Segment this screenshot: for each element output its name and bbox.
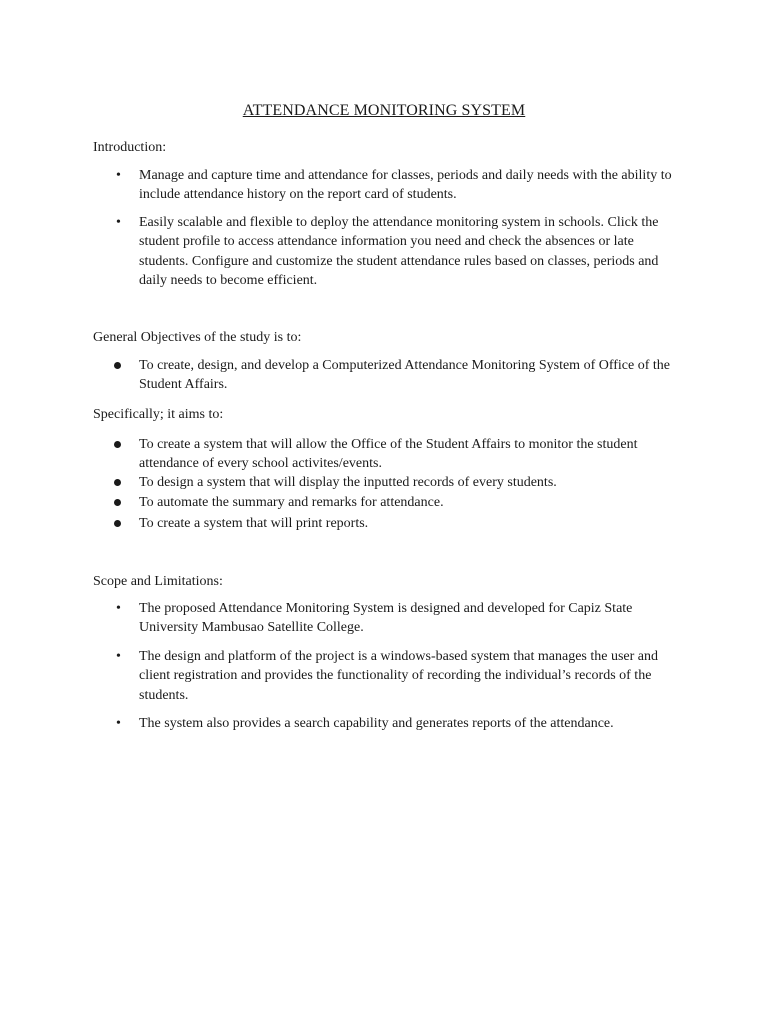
introduction-item-1: Manage and capture time and attendance for classes, periods and daily needs with the ability to include attendance history on the report card of students. — [139, 168, 672, 203]
scope-item-1: The proposed Attendance Monitoring System is designed and developed for Capiz State University Mambusao Satellite College. — [139, 601, 633, 636]
bullet-dot-icon — [114, 520, 121, 527]
bullet-dot-icon — [114, 499, 121, 506]
bullet-icon: • — [116, 601, 121, 616]
specific-objectives-heading: Specifically; it aims to: — [93, 407, 224, 422]
bullet-icon: • — [116, 215, 121, 230]
bullet-dot-icon — [114, 479, 121, 486]
bullet-dot-icon — [114, 441, 121, 448]
general-objective-item-1: To create, design, and develop a Computerized Attendance Monitoring System of Office of the Student Affairs. — [139, 358, 670, 393]
bullet-icon: • — [116, 649, 121, 664]
specific-objective-item-2: To design a system that will display the inputted records of every students. — [139, 475, 557, 490]
specific-objective-item-3: To automate the summary and remarks for attendance. — [139, 495, 444, 510]
bullet-icon: • — [116, 716, 121, 731]
introduction-heading: Introduction: — [93, 140, 167, 155]
scope-item-3: The system also provides a search capability and generates reports of the attendance. — [139, 716, 614, 731]
general-objectives-heading: General Objectives of the study is to: — [93, 330, 302, 345]
bullet-icon: • — [116, 168, 121, 183]
specific-objective-item-4: To create a system that will print reports. — [139, 516, 369, 531]
specific-objective-item-1: To create a system that will allow the Office of the Student Affairs to monitor the student attendance of every school activites/events. — [139, 437, 638, 472]
bullet-dot-icon — [114, 362, 121, 369]
scope-item-2: The design and platform of the project is a windows-based system that manages the user and client registration and provides the functionality of recording the individual’s records of the students. — [139, 649, 659, 703]
document-title: ATTENDANCE MONITORING SYSTEM — [242, 102, 526, 119]
introduction-item-2: Easily scalable and flexible to deploy the attendance monitoring system in schools. Click the student profile to access attendance information you need and check the absences or late students. Configure and customize the student attendance rules based on classes, periods and daily needs to become efficient. — [139, 215, 659, 288]
scope-heading: Scope and Limitations: — [93, 574, 223, 589]
